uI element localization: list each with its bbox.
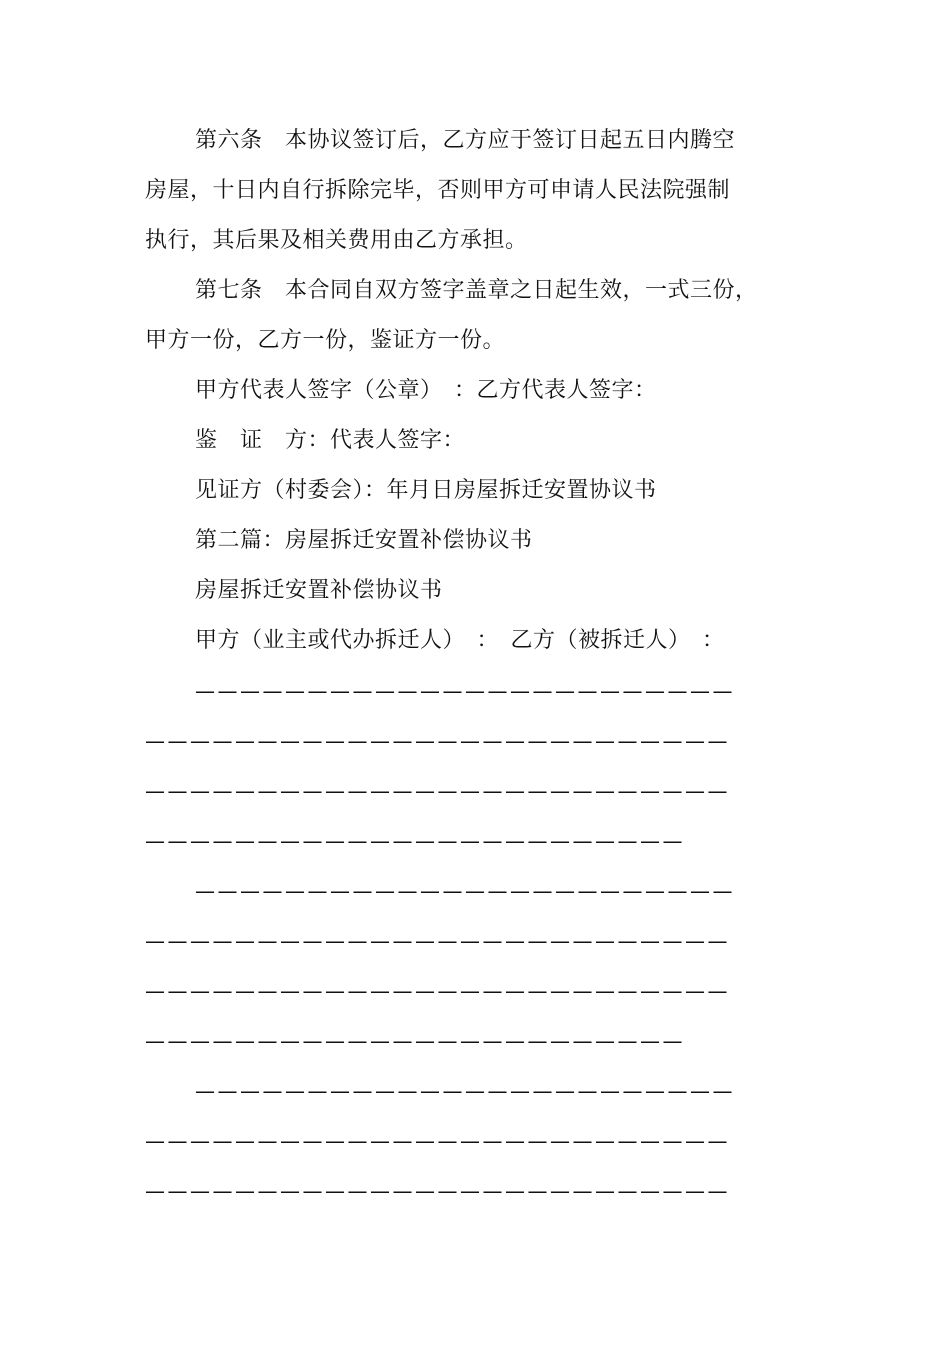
blank-line: ——————————————————————————	[145, 929, 730, 953]
article7-line1: 第七条 本合同自双方签字盖章之日起生效，一式三份，	[195, 278, 758, 303]
blank-line: ——————————————————————————	[145, 1129, 730, 1153]
blank-line: ——————————————————————————	[145, 1179, 730, 1203]
blank-line: ——————————————————————————	[145, 779, 730, 803]
article6-line2: 房屋，十日内自行拆除完毕，否则甲方可申请人民法院强制	[145, 178, 731, 203]
signature-witness: 鉴 证 方：代表人签字：	[195, 428, 466, 453]
blank-line: ——————————————————————————	[145, 729, 730, 753]
blank-line: ————————————————————————	[145, 829, 685, 853]
signature-village: 见证方（村委会）：年月日房屋拆迁安置协议书	[195, 478, 657, 503]
part2-heading: 第二篇：房屋拆迁安置补偿协议书	[195, 528, 533, 553]
blank-line: ————————————————————————	[145, 1029, 685, 1053]
blank-line: ————————————————————————	[195, 1079, 735, 1103]
part2-title: 房屋拆迁安置补偿协议书	[195, 578, 443, 603]
part2-parties: 甲方（业主或代办拆迁人） ： 乙方（被拆迁人） ：	[195, 628, 725, 653]
signature-party-a: 甲方代表人签字（公章） ：乙方代表人签字：	[195, 378, 657, 403]
article6-line3: 执行，其后果及相关费用由乙方承担。	[145, 228, 528, 253]
blank-line: ————————————————————————	[195, 879, 735, 903]
blank-line: ——————————————————————————	[145, 979, 730, 1003]
article7-line2: 甲方一份，乙方一份，鉴证方一份。	[145, 328, 506, 353]
blank-line: ————————————————————————	[195, 679, 735, 703]
article6-line1: 第六条 本协议签订后，乙方应于签订日起五日内腾空	[195, 128, 736, 153]
